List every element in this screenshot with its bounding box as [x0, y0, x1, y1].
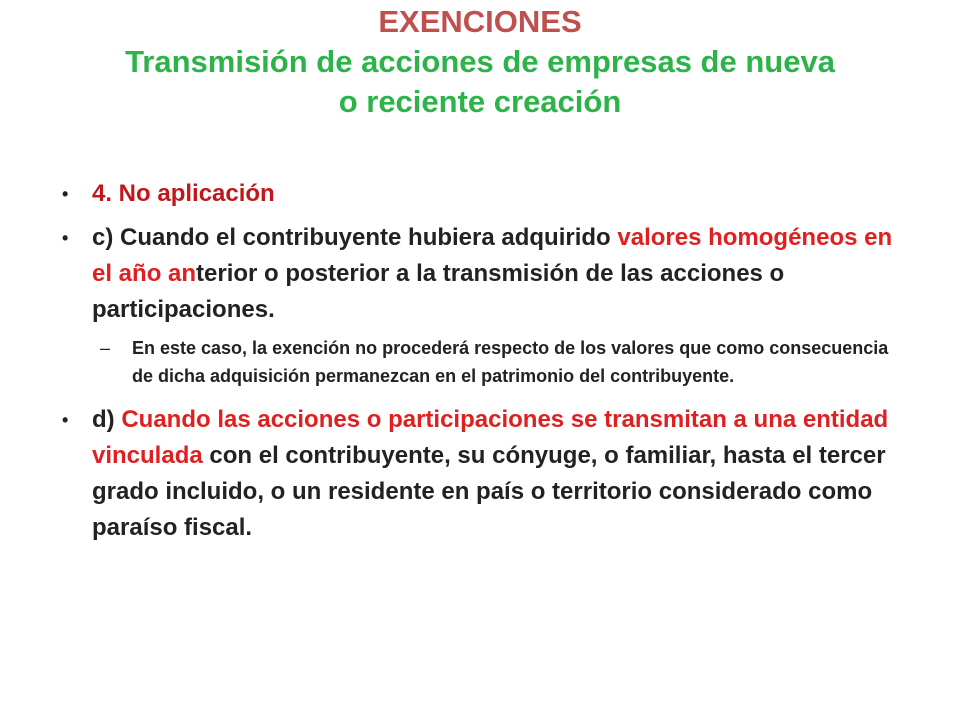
bullet-dot-icon: • — [62, 410, 69, 430]
dash-icon: – — [100, 338, 111, 358]
slide-title: EXENCIONES — [378, 4, 582, 39]
bullet-text-part2: con el contribuyente, su cónyuge, o familiar, hasta el tercer grado incluido, o un residente en país o territorio considerado como paraíso fiscal. — [92, 442, 886, 541]
bullet-text-part1: d) — [92, 406, 122, 433]
slide-subtitle-line-2: o reciente creación — [338, 84, 622, 119]
bullet-text-highlight: valores homogéneos en el año an — [92, 224, 893, 287]
bullet-item-c — [62, 220, 912, 328]
bullet-dot-icon: • — [62, 184, 69, 204]
bullet-text: 4. No aplicación — [92, 180, 275, 207]
bullet-text-part1: c) Cuando el contribuyente hubiera adquirido — [92, 224, 618, 251]
bullet-text-highlight: Cuando las acciones o participaciones se transmitan a una entidad vinculada — [92, 406, 889, 469]
slide-content — [62, 176, 912, 546]
bullet-item-d — [62, 402, 912, 546]
title-block — [40, 2, 920, 122]
sub-bullet-text: En este caso, la exención no procederá respecto de los valores que como consecuencia de dicha adquisición permanezcan en el patrimonio del contribuyente. — [132, 338, 889, 386]
sub-bullet-item — [62, 334, 912, 390]
bullet-dot-icon: • — [62, 228, 69, 248]
bullet-item-no-aplicacion — [62, 176, 912, 212]
slide-subtitle-line-1: Transmisión de acciones de empresas de nueva — [125, 44, 835, 79]
bullet-text-part2: terior o posterior a la transmisión de las acciones o participaciones. — [92, 260, 785, 323]
